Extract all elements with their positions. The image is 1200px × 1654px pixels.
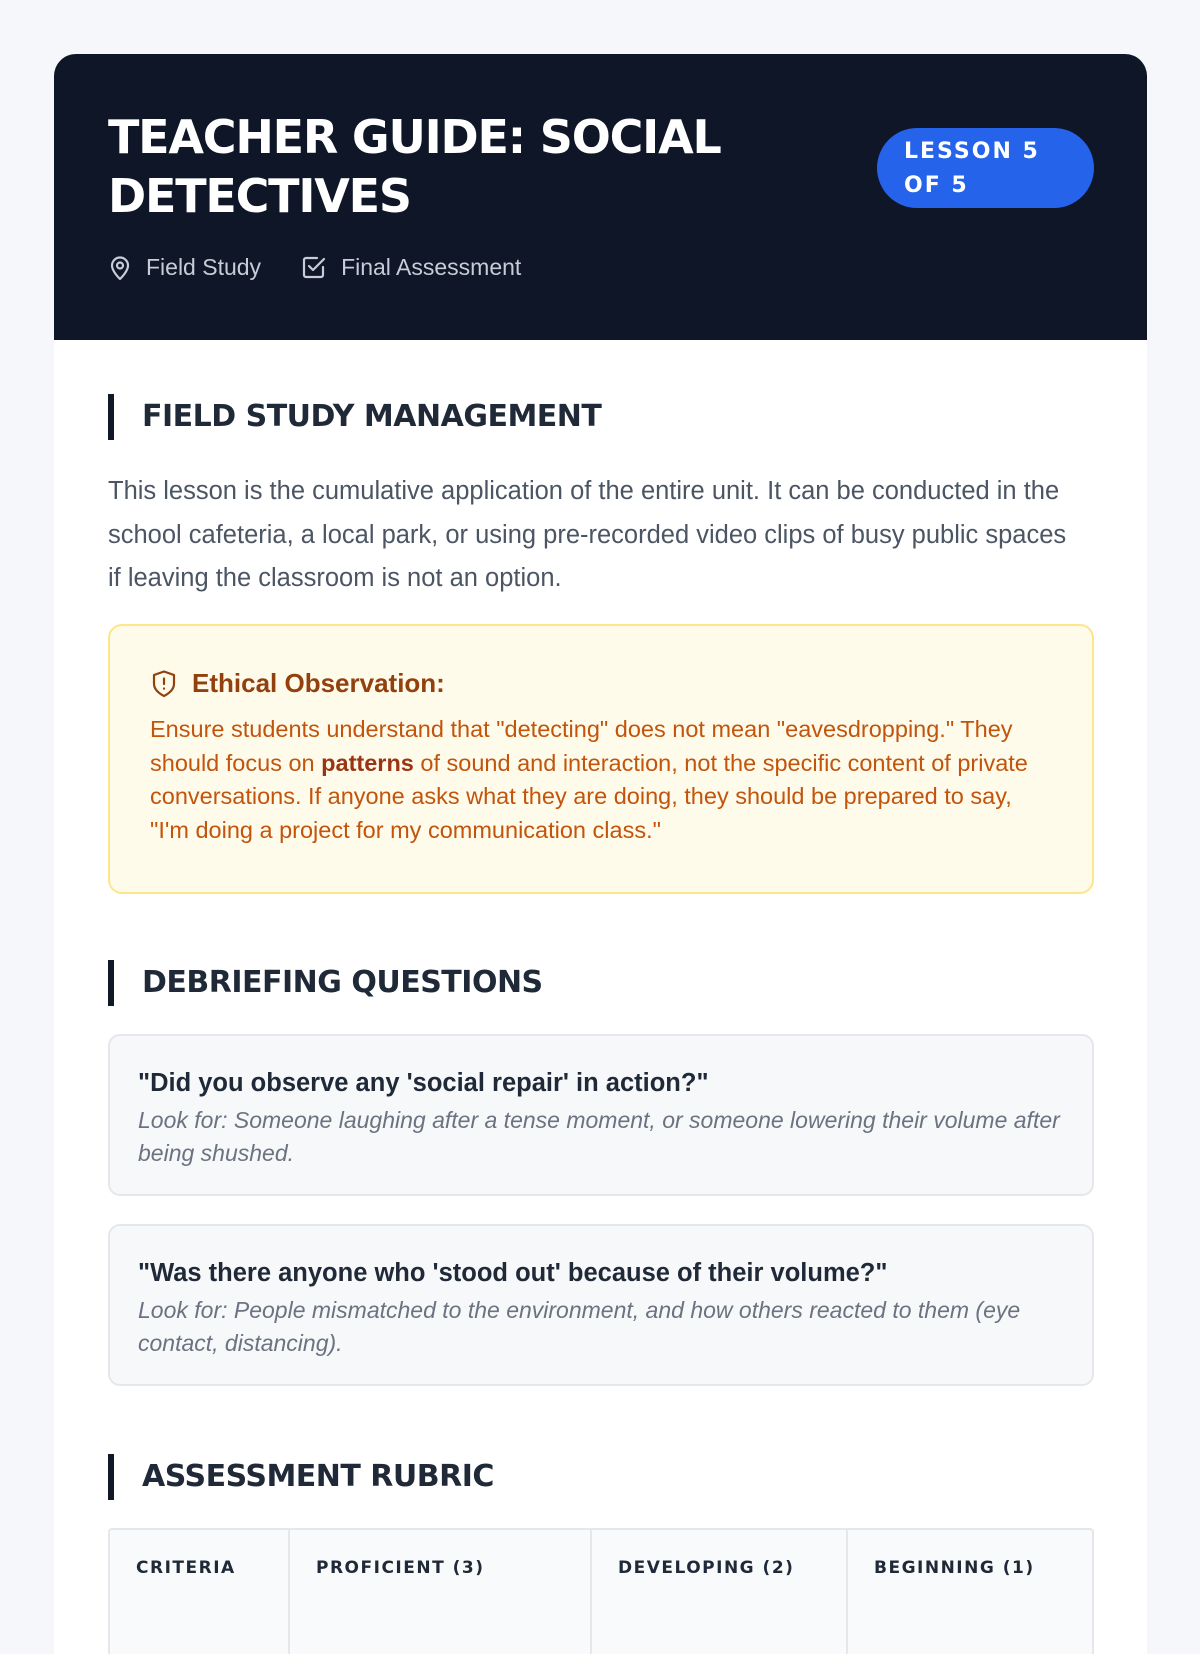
lesson-badge-line1: LESSON 5 [904,139,1040,164]
ethics-body-emphasis: patterns [321,749,414,776]
debrief-hint: Look for: Someone laughing after a tense moment, or someone lowering their volume after being shushed. [138,1107,1060,1166]
guide-header [54,54,1147,340]
rubric-table-header [108,1528,1094,1654]
debrief-hint: Look for: People mismatched to the environment, and how others reacted to them (eye contact, distancing). [138,1297,1021,1356]
map-pin-icon [108,255,132,281]
guide-card [54,54,1147,1654]
rubric-col-proficient: PROFICIENT (3) [290,1530,592,1654]
ethics-notice-body [150,713,1052,847]
ethics-notice [108,624,1094,894]
debrief-heading: DEBRIEFING QUESTIONS [108,960,543,1006]
rubric-col-beginning: BEGINNING (1) [874,1558,1035,1578]
field-study-heading: FIELD STUDY MANAGEMENT [108,394,601,440]
debrief-question: "Did you observe any 'social repair' in action?" [138,1069,709,1097]
rubric-col-developing: DEVELOPING (2) [592,1530,848,1654]
lesson-meta [108,254,561,281]
checkbox-icon [301,255,327,281]
debrief-question-card [108,1034,1094,1196]
page-title: TEACHER GUIDE: SOCIAL DETECTIVES [108,110,721,223]
ethics-notice-title-text: Ethical Observation: [192,668,445,698]
lesson-badge [877,128,1094,208]
ethics-notice-title [150,668,1052,699]
field-study-intro: This lesson is the cumulative application of the entire unit. It can be conducted in the school cafeteria, a local park, or using pre-recorded video clips of busy public spaces if leaving the classroom is not an option. [108,477,1067,592]
meta-final-assessment [301,254,521,281]
rubric-heading: ASSESSMENT RUBRIC [108,1454,494,1500]
meta-field-study-label: Field Study [146,254,262,280]
debrief-question-card [108,1224,1094,1386]
meta-final-assessment-label: Final Assessment [341,254,522,280]
rubric-col-criteria: CRITERIA [110,1530,290,1654]
ethics-body-part1: Ensure students understand that "detecting" does not mean "eavesdropping." They should focus on [150,716,1013,776]
debrief-question: "Was there anyone who 'stood out' because of their volume?" [138,1259,888,1287]
meta-field-study [108,254,261,281]
shield-alert-icon [150,669,178,699]
lesson-badge-line2: OF 5 [904,173,969,198]
ethics-body-part2: of sound and interaction, not the specific content of private conversations. If anyone asks what they are doing, they should be prepared to say, "I'm doing a project for my communication class." [150,749,1028,843]
